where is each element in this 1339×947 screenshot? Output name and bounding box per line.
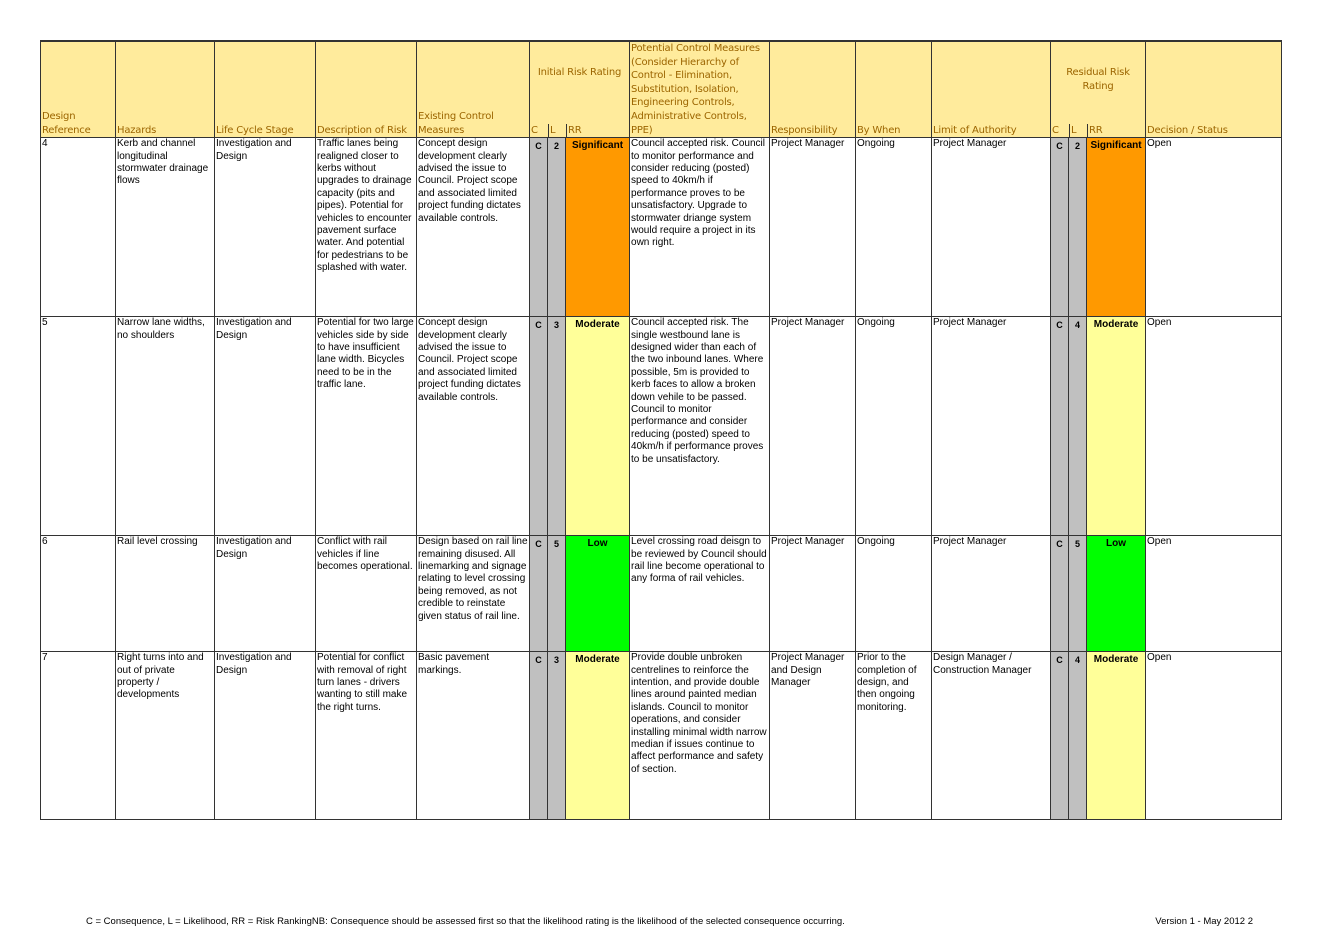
table-row <box>41 138 1282 317</box>
header-row <box>41 41 1282 138</box>
residual-rr-header: RR <box>1087 124 1145 138</box>
header-description-of-risk: Description of Risk <box>316 41 417 138</box>
potential-controls-cell: Council accepted risk. The single westbound lane is designed wider than each of the two inbound lanes. Where possible, 5m is provided to kerb faces to allow a broken down vehile to be passed. Council to monitor performance and consider reducing (posted) speed to 40km/h if performance proves to be unsatisfactory. <box>630 317 770 536</box>
potential-controls-cell: Council accepted risk. Council to monitor performance and consider reducing (posted) speed to 40km/h if performance proves to be unsatisfactory. Upgrade to stormwater driange system would require a project in its own right. <box>630 138 770 317</box>
header-potential-control-measures: Potential Control Measures (Consider Hierarchy of Control - Elimination, Substitution, Isolation, Engineering Controls, Administrative Controls, PPE) <box>630 41 770 138</box>
footer-legend-note: C = Consequence, L = Likelihood, RR = Risk RankingNB: Consequence should be assessed first so that the likelihood rating is the likelihood of the selected consequence occurring. <box>86 916 845 927</box>
hazard-cell: Narrow lane widths, no shoulders <box>116 317 215 536</box>
initial-l-header: L <box>548 124 566 138</box>
responsibility-cell: Project Manager and Design Manager <box>770 652 856 820</box>
table-row <box>41 536 1282 652</box>
by-when-cell: Ongoing <box>856 138 932 317</box>
description-cell: Potential for conflict with removal of right turn lanes - drivers wanting to still make the right turns. <box>316 652 417 820</box>
residual-c-header: C <box>1052 124 1059 136</box>
table-row <box>41 317 1282 536</box>
header-initial-risk-rating <box>530 41 630 138</box>
initial-risk-rating-title: Initial Risk Rating <box>537 67 622 78</box>
footer-version: Version 1 - May 2012 2 <box>1155 916 1253 927</box>
header-life-cycle-stage: Life Cycle Stage <box>215 41 316 138</box>
residual-consequence-cell: C <box>1051 536 1069 652</box>
description-cell: Traffic lanes being realigned closer to kerbs without upgrades to drainage capacity (pits and pipes). Potential for vehicles to encounter pavement surface water. And potential for pedestrians to be splashed with water. <box>316 138 417 317</box>
limit-of-authority-cell: Design Manager / Construction Manager <box>932 652 1051 820</box>
hazard-cell: Right turns into and out of private property / developments <box>116 652 215 820</box>
residual-likelihood-cell: 4 <box>1069 317 1087 536</box>
header-design-reference: Design Reference <box>41 41 116 138</box>
responsibility-cell: Project Manager <box>770 536 856 652</box>
initial-likelihood-cell: 3 <box>548 317 566 536</box>
life-cycle-stage-cell: Investigation and Design <box>215 317 316 536</box>
responsibility-cell: Project Manager <box>770 138 856 317</box>
design-reference-cell: 5 <box>41 317 116 536</box>
risk-register-table <box>40 40 1282 820</box>
table-row <box>41 652 1282 820</box>
initial-consequence-cell: C <box>530 536 548 652</box>
existing-controls-cell: Concept design development clearly advised the issue to Council. Project scope and associated limited project funding dictates available controls. <box>417 317 530 536</box>
header-decision-status: Decision / Status <box>1146 41 1282 138</box>
residual-l-header: L <box>1069 124 1087 138</box>
life-cycle-stage-cell: Investigation and Design <box>215 138 316 317</box>
initial-risk-ranking-cell: Low <box>566 536 630 652</box>
decision-status-cell: Open <box>1146 652 1282 820</box>
initial-risk-ranking-cell: Moderate <box>566 317 630 536</box>
design-reference-cell: 7 <box>41 652 116 820</box>
by-when-cell: Ongoing <box>856 536 932 652</box>
hazard-cell: Kerb and channel longitudinal stormwater drainage flows <box>116 138 215 317</box>
header-limit-of-authority: Limit of Authority <box>932 41 1051 138</box>
initial-consequence-cell: C <box>530 317 548 536</box>
header-existing-control-measures: Existing Control Measures <box>417 41 530 138</box>
limit-of-authority-cell: Project Manager <box>932 317 1051 536</box>
residual-consequence-cell: C <box>1051 652 1069 820</box>
header-hazards: Hazards <box>116 41 215 138</box>
initial-risk-ranking-cell: Significant <box>566 138 630 317</box>
limit-of-authority-cell: Project Manager <box>932 536 1051 652</box>
initial-likelihood-cell: 2 <box>548 138 566 317</box>
residual-risk-ranking-cell: Moderate <box>1087 317 1146 536</box>
initial-likelihood-cell: 3 <box>548 652 566 820</box>
decision-status-cell: Open <box>1146 536 1282 652</box>
decision-status-cell: Open <box>1146 138 1282 317</box>
potential-controls-cell: Provide double unbroken centrelines to reinforce the intention, and provide double lines around painted median islands. Council to monitor operations, and consider installing minimal width narrow median if issues continue to affect performance and safety of section. <box>630 652 770 820</box>
decision-status-cell: Open <box>1146 317 1282 536</box>
existing-controls-cell: Design based on rail line remaining disused. All linemarking and signage relating to level crossing being removed, as not credible to reinstate given status of rail line. <box>417 536 530 652</box>
residual-risk-ranking-cell: Significant <box>1087 138 1146 317</box>
initial-c-header: C <box>531 124 538 136</box>
residual-risk-ranking-cell: Low <box>1087 536 1146 652</box>
description-cell: Conflict with rail vehicles if line becomes operational. <box>316 536 417 652</box>
design-reference-cell: 6 <box>41 536 116 652</box>
limit-of-authority-cell: Project Manager <box>932 138 1051 317</box>
initial-risk-ranking-cell: Moderate <box>566 652 630 820</box>
initial-consequence-cell: C <box>530 652 548 820</box>
responsibility-cell: Project Manager <box>770 317 856 536</box>
by-when-cell: Prior to the completion of design, and then ongoing monitoring. <box>856 652 932 820</box>
by-when-cell: Ongoing <box>856 317 932 536</box>
hazard-cell: Rail level crossing <box>116 536 215 652</box>
initial-likelihood-cell: 5 <box>548 536 566 652</box>
initial-consequence-cell: C <box>530 138 548 317</box>
header-residual-risk-rating <box>1051 41 1146 138</box>
residual-risk-ranking-cell: Moderate <box>1087 652 1146 820</box>
initial-rr-header: RR <box>566 124 629 138</box>
residual-consequence-cell: C <box>1051 317 1069 536</box>
existing-controls-cell: Basic pavement markings. <box>417 652 530 820</box>
header-responsibility: Responsibility <box>770 41 856 138</box>
header-by-when: By When <box>856 41 932 138</box>
residual-consequence-cell: C <box>1051 138 1069 317</box>
description-cell: Potential for two large vehicles side by side to have insufficient lane width. Bicycles need to be in the traffic lane. <box>316 317 417 536</box>
life-cycle-stage-cell: Investigation and Design <box>215 536 316 652</box>
residual-risk-rating-title: Residual Risk Rating <box>1066 67 1130 92</box>
residual-likelihood-cell: 5 <box>1069 536 1087 652</box>
existing-controls-cell: Concept design development clearly advised the issue to Council. Project scope and associated limited project funding dictates available controls. <box>417 138 530 317</box>
life-cycle-stage-cell: Investigation and Design <box>215 652 316 820</box>
potential-controls-cell: Level crossing road deisgn to be reviewed by Council should rail line become operational to any forma of rail vehicles. <box>630 536 770 652</box>
design-reference-cell: 4 <box>41 138 116 317</box>
risk-register-sheet <box>40 40 1281 820</box>
residual-likelihood-cell: 2 <box>1069 138 1087 317</box>
residual-likelihood-cell: 4 <box>1069 652 1087 820</box>
